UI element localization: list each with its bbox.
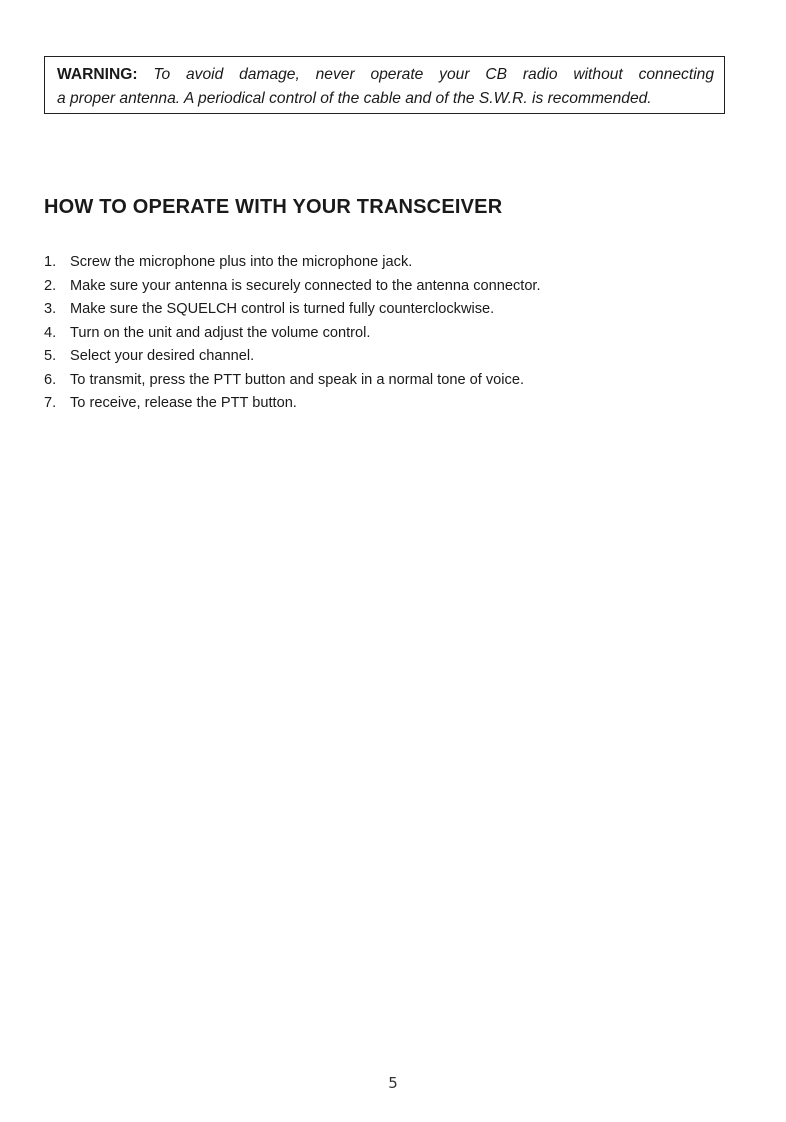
step-number: 4. <box>44 324 57 341</box>
instruction-step-2 <box>44 275 541 299</box>
step-text: Make sure the SQUELCH control is turned fully counterclockwise. <box>70 301 495 317</box>
page-number: 5 <box>388 1074 398 1092</box>
step-number: 6. <box>44 371 57 388</box>
instruction-step-7 <box>44 392 541 416</box>
step-text: Select your desired channel. <box>70 348 255 364</box>
step-text: Turn on the unit and adjust the volume control. <box>70 324 371 341</box>
step-number: 7. <box>44 395 57 411</box>
step-number: 2. <box>44 277 57 294</box>
instruction-step-3 <box>44 298 541 322</box>
instruction-step-1 <box>44 251 541 275</box>
step-number: 1. <box>44 254 57 270</box>
warning-line-1 <box>57 63 714 87</box>
step-text: Make sure your antenna is securely connected to the antenna connector. <box>70 277 541 294</box>
instruction-step-6 <box>44 369 541 393</box>
step-number: 3. <box>44 301 57 317</box>
instruction-step-4 <box>44 322 541 346</box>
section-title: HOW TO OPERATE WITH YOUR TRANSCEIVER <box>44 196 503 218</box>
step-text: To transmit, press the PTT button and speak in a normal tone of voice. <box>70 371 524 388</box>
step-text: Screw the microphone plus into the microphone jack. <box>70 254 413 270</box>
step-text: To receive, release the PTT button. <box>70 395 297 411</box>
warning-text-line-2: a proper antenna. A periodical control of the cable and of the S.W.R. is recommended. <box>57 90 652 107</box>
warning-label: WARNING: <box>57 66 138 83</box>
warning-text-line-1: To avoid damage, never operate your CB radio without connecting <box>153 66 714 83</box>
instruction-list <box>44 251 541 416</box>
instruction-step-5 <box>44 345 541 369</box>
warning-box <box>44 56 725 114</box>
step-number: 5. <box>44 348 57 364</box>
